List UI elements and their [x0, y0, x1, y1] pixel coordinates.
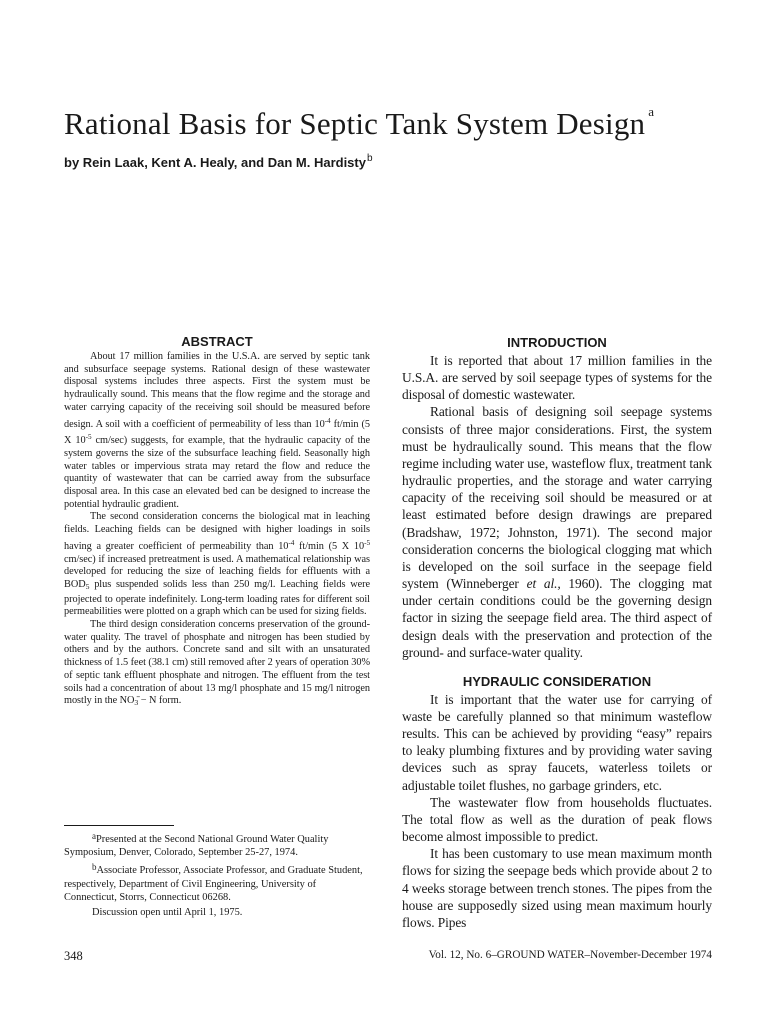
footnote-divider	[64, 825, 174, 826]
abstract-paragraph-2: The second consideration concerns the biological mat in leaching fields. Leaching fields can be designed with higher loadings in soils having a greater coefficient of permeability than $10^{-4}$ ft/min (5 X $10^{-5}$ cm/sec) if increased pretreatment is used. A mathematical relationship was developed for reducing the size of leaching fields for effluents with a $BOD_5$ plus suspended solids less than 250 mg/l. Leaching fields were projected to operate indefinitely. Long-term loading rates for different soil permeabilities were plotted on a graph which can be used for sizing fields.	[64, 511, 370, 618]
title-text: Rational Basis for Septic Tank System Design	[64, 106, 646, 141]
footnotes	[64, 830, 366, 921]
abstract-heading: ABSTRACT	[181, 334, 253, 349]
hydraulic-heading: HYDRAULIC CONSIDERATION	[462, 673, 652, 689]
hydraulic-paragraph-2: The wastewater flow from households fluctuates. The total flow as well as the duration of peak flows become almost impossible to predict.	[402, 794, 712, 845]
authors-footnote-marker: b	[366, 153, 373, 164]
authors-text: by Rein Laak, Kent A. Healy, and Dan M. Hardisty	[64, 155, 366, 170]
footnote-a: aPresented at the Second National Ground Water Quality Symposium, Denver, Colorado, September 25-27, 1974.	[64, 831, 329, 859]
introduction-heading: INTRODUCTION	[507, 335, 607, 350]
abstract-column	[64, 334, 370, 710]
abstract-paragraph-3: The third design consideration concerns preservation of the ground-water quality. The travel of phosphate and nitrogen has been studied by others and by the authors. Concrete sand and silt with an unsaturated thickness of 1.5 feet (38.1 cm) still removed after 2 years of operation 30% of septic tank effluent phosphate and nitrogen. The effluent from the test soils had a concentration of about 13 mg/l phosphate and 15 mg/l nitrogen mostly in the $NO_3̄ - N$ form.	[64, 619, 370, 708]
author-line	[64, 150, 744, 172]
page-number: 348	[64, 949, 83, 963]
introduction-paragraph-1: It is reported that about 17 million families in the U.S.A. are served by soil seepage types of systems for the disposal of domestic wastewater.	[402, 353, 712, 403]
title-footnote-marker: a	[648, 104, 655, 119]
hydraulic-paragraph-3: It has been customary to use mean maximum month flows for sizing the seepage beds which provide about 2 to 4 weeks storage between trench stones. The pipes from the house are supposedly sized using mean maximum hourly flows. Pipes	[402, 846, 712, 930]
footnote-b: bAssociate Professor, Associate Professor, and Graduate Student, respectively, Department of Civil Engineering, University of Connecticut, Storrs, Connecticut 06268.	[64, 862, 363, 903]
discussion-note: Discussion open until April 1, 1975.	[92, 907, 243, 919]
introduction-paragraph-2: Rational basis of designing soil seepage systems consists of three major considerations. First, the system must be hydraulically sound. This means that the flow regime including water use, wasteflow flux, treatment tank hydraulic properties, and the storage and water carrying capacity of the receiving soil should be measured or at least estimated before design drawings are prepared (Bradshaw, 1972; Johnston, 1971). The second major consideration concerns the biological clogging mat which is developed on the soil surface in the seepage field system (Winneberger et al., 1960). The clogging mat under certain conditions could be the governing design factor in sizing the seepage field area. The third aspect of design deals with the preservation and protection of the ground- and surface-water quality.	[402, 404, 712, 660]
abstract-paragraph-1: About 17 million families in the U.S.A. are served by septic tank and subsurface seepage systems. Rational design of these wastewater disposal systems includes three aspects. First the system must be hydraulically sound. This means that the flow regime and the storage and water carrying capacity of the receiving soil should be measured before design. A soil with a coefficient of permeability of less than $10^{-4}$ ft/min (5 X $10^{-5}$ cm/sec) suggests, for example, that the hydraulic capacity of the system governs the size of the subsurface leaching field. Seasonally high water tables or impervious strata may retard the flow and reduce the quantity of wastewater that can be carried away from the subsurface disposal area. In this case an elevated bed can be designed to increase the potential hydraulic gradient.	[64, 351, 370, 510]
paper-title	[64, 92, 744, 144]
body-column	[402, 334, 712, 931]
journal-footer: Vol. 12, No. 6–GROUND WATER–November-December 1974	[428, 949, 712, 961]
hydraulic-paragraph-1: It is important that the water use for carrying of waste be carefully planned so that minimum wasteflow results. This can be achieved by providing “easy” repairs to leaky plumbing fixtures and by providing water saving devices such as spray faucets, waterless toilets or adjustable toilet flushes, no garbage grinders, etc.	[402, 691, 712, 793]
